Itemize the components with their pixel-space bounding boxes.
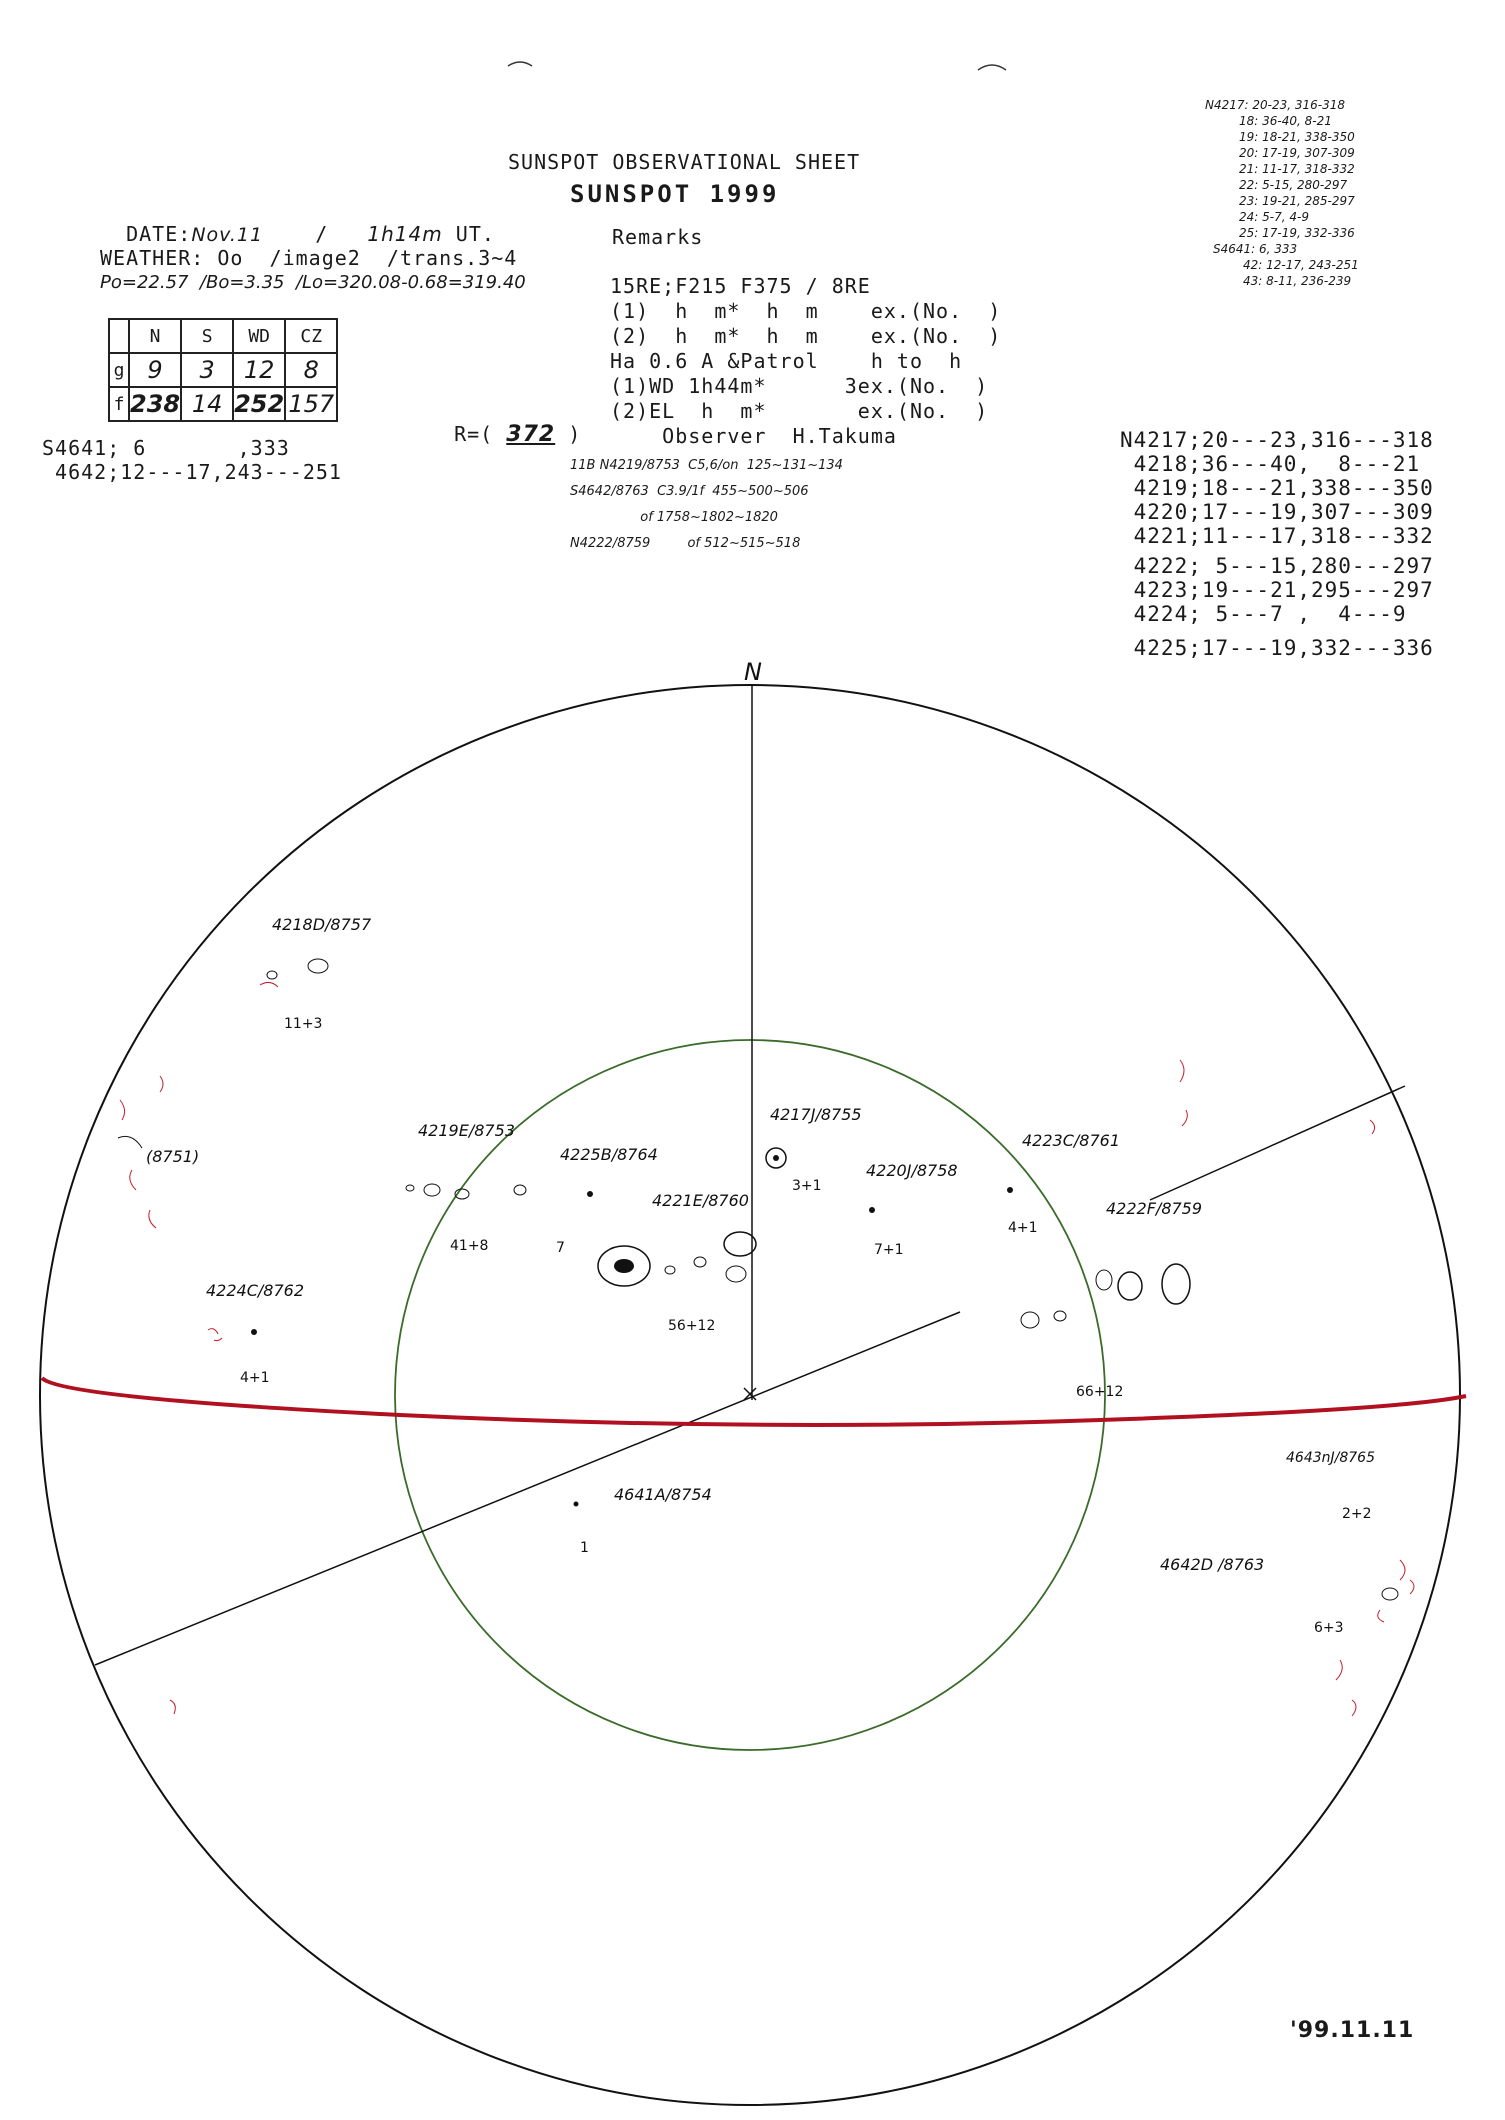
sunspot xyxy=(726,1266,746,1282)
group-count: 7 xyxy=(556,1240,565,1256)
group-4223C xyxy=(1007,1131,1120,1236)
flare-note: N4222/8759 of 512~515~518 xyxy=(570,536,801,551)
north-region-line: 4221;11---17,318---332 xyxy=(1120,524,1434,548)
handwritten-line: 18: 36-40, 8-21 xyxy=(1239,114,1332,128)
handwritten-line: 22: 5-15, 280-297 xyxy=(1239,178,1348,192)
region-8751 xyxy=(118,1076,199,1228)
date-slash: / xyxy=(315,222,329,246)
group-count: 11+3 xyxy=(284,1016,323,1032)
f-n: 238 xyxy=(129,387,181,421)
footer-date: '99.11.11 xyxy=(1290,2018,1415,2043)
sunspot-umbra xyxy=(773,1155,779,1161)
row-label-f: f xyxy=(109,387,129,421)
sunspot xyxy=(869,1207,875,1213)
time-value: 1h14m xyxy=(367,222,443,246)
south-region-line: S4641; 6 ,333 xyxy=(42,436,290,460)
handwritten-line: 24: 5-7, 4-9 xyxy=(1239,210,1309,224)
north-region-line: 4222; 5---15,280---297 xyxy=(1120,554,1434,578)
flare-note: 11B N4219/8753 C5,6/on 125~131~134 xyxy=(570,458,843,473)
group-count: 4+1 xyxy=(240,1370,270,1386)
sunspot xyxy=(574,1502,579,1507)
north-region-line: 4218;36---40, 8---21 xyxy=(1120,452,1421,476)
r-close: ) xyxy=(568,422,582,446)
sunspot-penumbra xyxy=(724,1232,756,1256)
facula-mark xyxy=(170,1660,1356,1716)
sunspot-penumbra xyxy=(1118,1272,1142,1300)
north-region-line: 4223;19---21,295---297 xyxy=(1120,578,1434,602)
g-n: 9 xyxy=(129,353,181,387)
time-unit: UT. xyxy=(455,222,495,246)
group-label: 4218D/8757 xyxy=(272,915,372,934)
handwritten-line: N4217: 20-23, 316-318 xyxy=(1205,98,1346,112)
group-4220J xyxy=(866,1161,958,1258)
south-region-line: 4642;12---17,243---251 xyxy=(42,460,342,484)
ephemeris-line: Po=22.57 /Bo=3.35 /Lo=320.08-0.68=319.40 xyxy=(100,272,526,293)
sunspot xyxy=(1007,1187,1013,1193)
sunspot xyxy=(694,1257,706,1267)
binder-mark xyxy=(978,65,1006,70)
g-s: 3 xyxy=(181,353,233,387)
group-label: 4217J/8755 xyxy=(770,1105,862,1124)
group-4641A xyxy=(574,1485,712,1556)
rotation-axis-line-upper xyxy=(1150,1086,1405,1200)
r-label: R=( xyxy=(454,422,494,446)
group-4642D xyxy=(1160,1555,1414,1636)
group-label: 4219E/8753 xyxy=(418,1121,515,1140)
sunspot xyxy=(424,1184,440,1196)
group-label: (8751) xyxy=(146,1147,200,1166)
g-wd: 12 xyxy=(233,353,285,387)
sunspot xyxy=(267,971,277,979)
group-4225B xyxy=(556,1145,658,1256)
handwritten-line: 43: 8-11, 236-239 xyxy=(1243,274,1352,288)
group-label: 4220J/8758 xyxy=(866,1161,958,1180)
facula-mark xyxy=(208,1329,222,1341)
north-region-line: N4217;20---23,316---318 xyxy=(1120,428,1434,452)
group-label: 4223C/8761 xyxy=(1022,1131,1120,1150)
remarks-line: (2) h m* h m ex.(No. ) xyxy=(610,324,1002,348)
row-label-g: g xyxy=(109,353,129,387)
f-cz: 157 xyxy=(285,387,337,421)
group-count: 1 xyxy=(580,1540,589,1556)
group-label: 4643nJ/8765 xyxy=(1286,1450,1375,1466)
header-cz: CZ xyxy=(285,319,337,353)
group-label: 4642D /8763 xyxy=(1160,1555,1265,1574)
group-label: 4222F/8759 xyxy=(1106,1199,1203,1218)
header-wd: WD xyxy=(233,319,285,353)
sunspot xyxy=(587,1191,593,1197)
group-count: 2+2 xyxy=(1342,1506,1372,1522)
group-label: 4225B/8764 xyxy=(560,1145,658,1164)
date-label: DATE: xyxy=(126,222,192,246)
facula-mark xyxy=(1180,1060,1375,1134)
group-4221E xyxy=(598,1191,756,1334)
header-s: S xyxy=(181,319,233,353)
f-wd: 252 xyxy=(233,387,285,421)
group-count: 56+12 xyxy=(668,1318,716,1334)
group-4219E xyxy=(406,1121,526,1254)
remarks-line: (1) h m* h m ex.(No. ) xyxy=(610,299,1002,323)
handwritten-line: 23: 19-21, 285-297 xyxy=(1239,194,1355,208)
sunspot xyxy=(1054,1311,1066,1321)
remarks-line: 15RE;F215 F375 / 8RE xyxy=(610,274,871,298)
north-region-line: 4225;17---19,332---336 xyxy=(1120,636,1434,660)
sunspot xyxy=(251,1329,257,1335)
sunspot-penumbra xyxy=(1162,1264,1190,1304)
sunspot xyxy=(308,959,328,973)
sheet-subtitle: SUNSPOT 1999 xyxy=(570,180,780,208)
handwritten-line: S4641: 6, 333 xyxy=(1213,242,1298,256)
group-count: 6+3 xyxy=(1314,1620,1344,1636)
sunspot xyxy=(1021,1312,1039,1328)
g-cz: 8 xyxy=(285,353,337,387)
remarks-label: Remarks xyxy=(612,225,704,249)
north-marker: N xyxy=(744,658,762,686)
r-value: 372 xyxy=(506,422,556,447)
handwritten-line: 19: 18-21, 338-350 xyxy=(1239,130,1355,144)
group-count: 4+1 xyxy=(1008,1220,1038,1236)
group-4218D xyxy=(260,915,372,1032)
weather-line: WEATHER: Oo /image2 /trans.3~4 xyxy=(100,246,518,270)
north-region-line: 4220;17---19,307---309 xyxy=(1120,500,1434,524)
date-value: Nov.11 xyxy=(191,224,264,246)
sunspot-umbra xyxy=(614,1259,634,1273)
sunspot xyxy=(1096,1270,1112,1290)
sunspot xyxy=(1382,1588,1398,1600)
group-label: 4641A/8754 xyxy=(614,1485,712,1504)
group-count: 66+12 xyxy=(1076,1384,1124,1400)
sunspot xyxy=(406,1185,414,1191)
sunspot xyxy=(665,1266,675,1274)
rotation-axis-line xyxy=(95,1312,960,1665)
group-count: 3+1 xyxy=(792,1178,822,1194)
handwritten-line: 25: 17-19, 332-336 xyxy=(1239,226,1355,240)
flare-note: S4642/8763 C3.9/1f 455~500~506 xyxy=(570,484,809,499)
remarks-line: Ha 0.6 A &Patrol h to h xyxy=(610,349,963,373)
remarks-line: (2)EL h m* ex.(No. ) xyxy=(610,399,989,423)
group-4224C xyxy=(206,1281,304,1386)
observer-line: Observer H.Takuma xyxy=(610,424,897,448)
north-region-line: 4219;18---21,338---350 xyxy=(1120,476,1434,500)
group-count: 41+8 xyxy=(450,1238,489,1254)
group-4222F xyxy=(1021,1199,1202,1400)
north-region-line: 4224; 5---7 , 4---9 xyxy=(1120,602,1407,626)
group-4643nJ xyxy=(1286,1450,1375,1522)
f-s: 14 xyxy=(181,387,233,421)
group-count: 7+1 xyxy=(874,1242,904,1258)
group-4217J xyxy=(766,1105,862,1194)
handwritten-line: 42: 12-17, 243-251 xyxy=(1243,258,1359,272)
flare-note: of 1758~1802~1820 xyxy=(570,510,778,525)
header-n: N xyxy=(129,319,181,353)
group-label: 4221E/8760 xyxy=(652,1191,749,1210)
group-label: 4224C/8762 xyxy=(206,1281,304,1300)
sheet-title: SUNSPOT OBSERVATIONAL SHEET xyxy=(508,150,861,174)
binder-mark xyxy=(508,62,532,66)
leader-line xyxy=(118,1136,142,1148)
sunspot xyxy=(514,1185,526,1195)
handwritten-line: 20: 17-19, 307-309 xyxy=(1239,146,1355,160)
remarks-line: (1)WD 1h44m* 3ex.(No. ) xyxy=(610,374,989,398)
facula-mark xyxy=(260,982,278,987)
handwritten-line: 21: 11-17, 318-332 xyxy=(1239,162,1355,176)
